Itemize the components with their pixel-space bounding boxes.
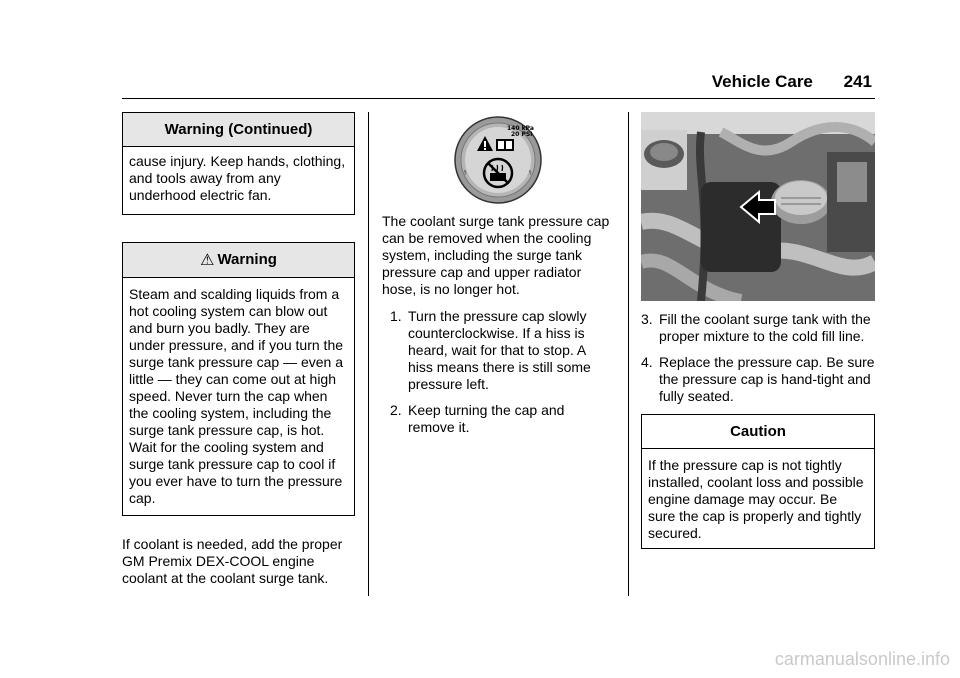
step-number: 2. <box>390 402 402 418</box>
column-divider-1 <box>368 112 369 596</box>
header-rule <box>122 98 875 99</box>
engine-compartment-photo <box>641 112 875 301</box>
warning-text: Steam and scalding liquids from a hot cooling system can blow out and burn you badly. They are under pressure, and if you turn the surge tank pressure cap — even a little — they can come out at high speed. Never turn the cap when the cooling system, including the surge tank pressure cap, is hot. Wait for the cooling system and surge tank pressure cap to cool if you ever have to turn the pressure cap. <box>129 286 344 506</box>
list-item <box>641 311 875 345</box>
step-text: Turn the pressure cap slowly counterclockwise. If a hiss is heard, wait for that to stop. A hiss means there is still some pressure left. <box>408 308 591 392</box>
list-item <box>390 402 614 436</box>
list-item <box>390 308 614 393</box>
column-divider-2 <box>628 112 629 596</box>
svg-text:§: § <box>464 170 467 176</box>
cap-label-psi: 20 PSI <box>511 131 533 138</box>
section-title: Vehicle Care <box>711 72 813 91</box>
column-1 <box>122 112 355 587</box>
step-number: 3. <box>641 311 653 327</box>
step-text: Keep turning the cap and remove it. <box>408 402 565 435</box>
warning-box <box>122 242 355 516</box>
svg-text:§: § <box>529 170 532 176</box>
caution-text: If the pressure cap is not tightly installed, coolant loss and possible engine damage may occur. Be sure the cap is properly and tightly secured. <box>648 457 864 541</box>
caution-title: Caution <box>642 415 874 449</box>
caution-box <box>641 414 875 549</box>
warning-title: Warning <box>217 251 277 268</box>
step-number: 1. <box>390 308 402 324</box>
pressure-cap-icon <box>453 115 543 205</box>
page-number: 241 <box>843 72 872 91</box>
step-text: Replace the pressure cap. Be sure the pressure cap is hand-tight and fully seated. <box>659 354 875 404</box>
page-header <box>712 72 872 92</box>
warning-continued-box <box>122 112 355 215</box>
step-text: Fill the coolant surge tank with the proper mixture to the cold fill line. <box>659 311 871 344</box>
warning-triangle-icon: ⚠ <box>200 252 215 269</box>
watermark: carmanualsonline.info <box>774 649 950 669</box>
steps-list-1 <box>382 308 614 436</box>
warning-continued-text: cause injury. Keep hands, clothing, and tools away from any underhood electric fan. <box>129 153 346 203</box>
coolant-paragraph: If coolant is needed, add the proper GM Premix DEX-COOL engine coolant at the coolant surge tank. <box>122 536 343 586</box>
list-item <box>641 354 875 405</box>
step-number: 4. <box>641 354 653 370</box>
column-3 <box>641 112 875 549</box>
steps-list-2 <box>641 311 875 405</box>
column-2 <box>382 112 614 445</box>
cap-label-kpa: 140 kPa <box>507 125 534 132</box>
cap-removal-paragraph: The coolant surge tank pressure cap can be removed when the cooling system, including the surge tank pressure cap and upper radiator hose, is no longer hot. <box>382 213 610 297</box>
warning-continued-title: Warning (Continued) <box>123 113 354 147</box>
warning-title-row <box>123 243 354 278</box>
